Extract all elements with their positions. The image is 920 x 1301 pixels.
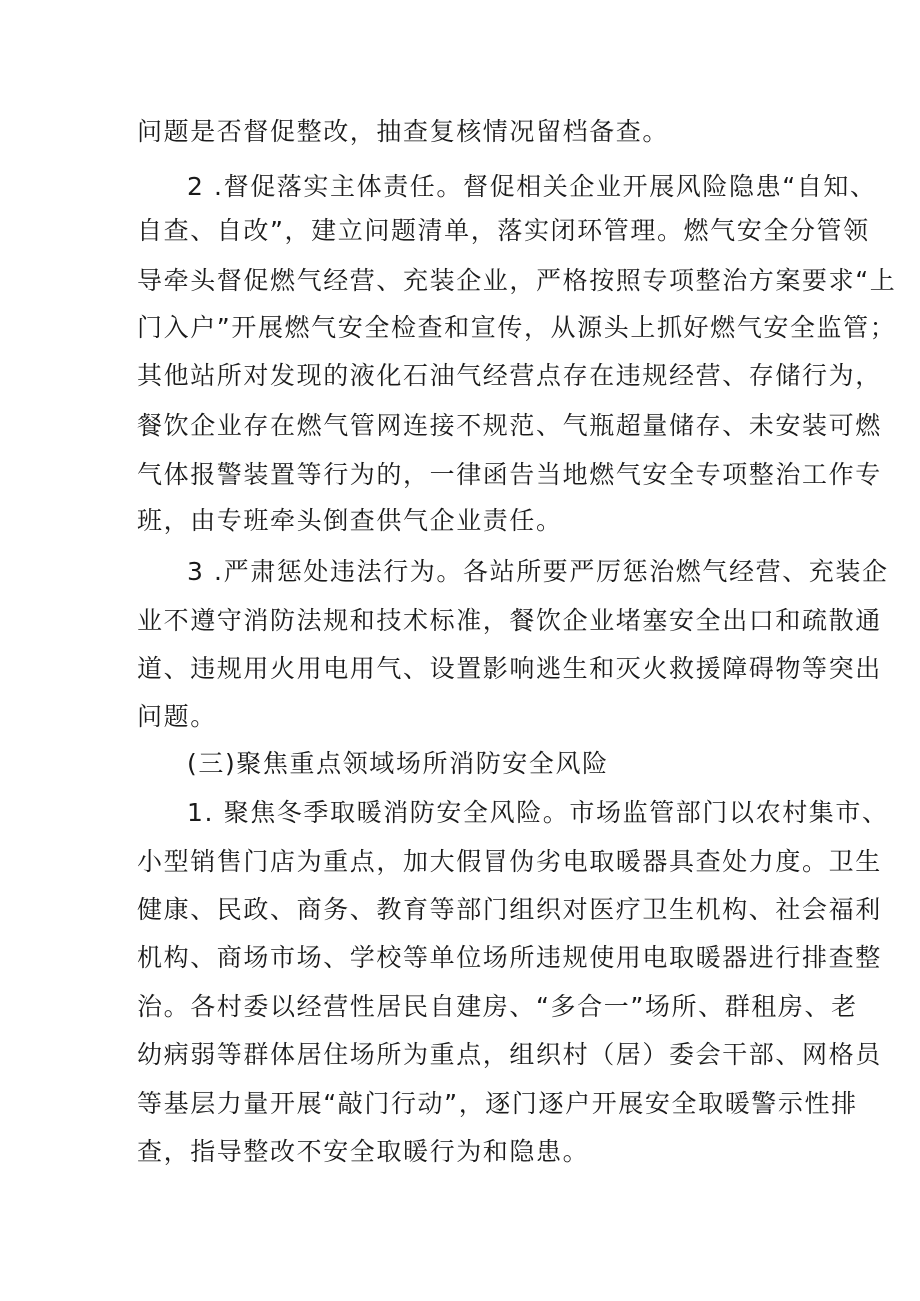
paragraph-line: 健康、民政、商务、教育等部门组织对医疗卫生机构、社会福利 <box>137 895 882 924</box>
paragraph-line: 班，由专班牵头倒查供气企业责任。 <box>137 506 563 535</box>
paragraph-line: 1. 聚焦冬季取暖消防安全风险。市场监管部门以农村集市、 <box>187 798 889 827</box>
paragraph-line: 治。各村委以经营性居民自建房、“多合一”场所、群租房、老 <box>137 992 858 1021</box>
paragraph-line: 问题。 <box>137 702 217 731</box>
paragraph-line: 门入户”开展燃气安全检查和宣传，从源头上抓好燃气安全监管； <box>137 313 897 342</box>
paragraph-line: 等基层力量开展“敲门行动”，逐门逐户开展安全取暖警示性排 <box>137 1089 858 1118</box>
paragraph-line: 查，指导整改不安全取暖行为和隐患。 <box>137 1137 590 1166</box>
paragraph-line: 其他站所对发现的液化石油气经营点存在违规经营、存储行为， <box>137 361 882 390</box>
paragraph-line: 机构、商场市场、学校等单位场所违规使用电取暖器进行排查整 <box>137 943 882 972</box>
paragraph-line: 道、违规用火用电用气、设置影响逃生和灭火救援障碍物等突出 <box>137 654 882 683</box>
paragraph-line: 餐饮企业存在燃气管网连接不规范、气瓶超量储存、未安装可燃 <box>137 411 882 440</box>
paragraph-line: 导牵头督促燃气经营、充装企业，严格按照专项整治方案要求“上 <box>137 266 897 295</box>
paragraph-line: 气体报警装置等行为的，一律函告当地燃气安全专项整治工作专 <box>137 460 882 489</box>
paragraph-line: 自查、自改”，建立问题清单，落实闭环管理。燃气安全分管领 <box>137 216 870 245</box>
paragraph-line: 小型销售门店为重点，加大假冒伪劣电取暖器具查处力度。卫生 <box>137 847 882 876</box>
paragraph-line: 幼病弱等群体居住场所为重点，组织村（居）委会干部、网格员 <box>137 1040 882 1069</box>
paragraph-line: 业不遵守消防法规和技术标准，餐饮企业堵塞安全出口和疏散通 <box>137 606 882 635</box>
section-heading: (三)聚焦重点领域场所消防安全风险 <box>187 749 609 778</box>
paragraph-line: 问题是否督促整改，抽查复核情况留档备查。 <box>137 117 670 146</box>
paragraph-line: 2 .督促落实主体责任。督促相关企业开展风险隐患“自知、 <box>187 172 877 201</box>
paragraph-line: 3 .严肃惩处违法行为。各站所要严厉惩治燃气经营、充装企 <box>187 557 889 586</box>
